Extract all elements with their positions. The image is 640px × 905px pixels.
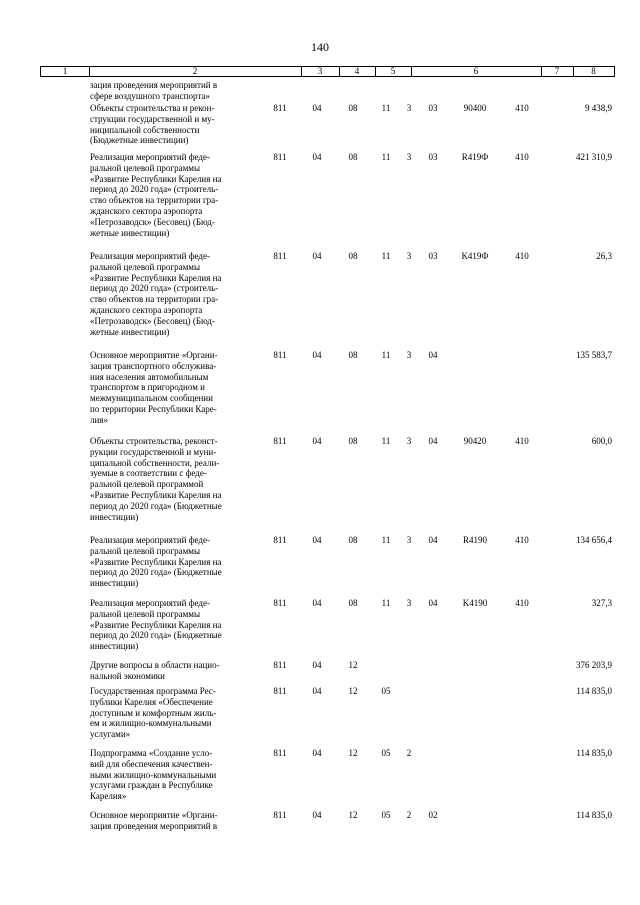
cell-amount: 421 310,9 [576, 152, 612, 162]
cell-amount: 327,3 [591, 598, 612, 608]
cell-col3: 811 [273, 251, 287, 261]
cell-col4: 04 [312, 660, 322, 670]
cell-amount: 114 835,0 [576, 810, 612, 820]
cell-col5: 08 [348, 598, 358, 608]
cell-col3: 811 [273, 686, 287, 696]
header-col-4: 4 [354, 66, 360, 76]
cell-col6-event: 02 [428, 810, 438, 820]
header-col-6: 6 [473, 66, 479, 76]
row-description: Реализация мероприятий феде- ральной целевой программы «Развитие Республики Карелия на период до 2020 года» (строитель- ство объектов на территории гра- жданского сектора аэропорта «Петрозаводск» (Бесовец) (Бюд- жетные инвестиции) [90, 152, 222, 238]
cell-col6-subprogram: 3 [406, 598, 412, 608]
row-description: Подпрограмма «Создание усло- вий для обеспечения качествен- ными жилищно-коммунальными услугами граждан в Республике Карелия» [90, 748, 217, 802]
cell-col3: 811 [273, 350, 287, 360]
cell-col5: 08 [348, 535, 358, 545]
cell-col6-subprogram: 3 [406, 350, 412, 360]
cell-col6-direction: R4190 [462, 535, 487, 545]
cell-col6-direction: K4190 [462, 598, 488, 608]
cell-col4: 04 [312, 251, 322, 261]
cell-col6-event: 04 [428, 350, 438, 360]
cell-col6-event: 04 [428, 535, 438, 545]
cell-col3: 811 [273, 535, 287, 545]
header-col-5: 5 [390, 66, 396, 76]
row-description: Реализация мероприятий феде- ральной целевой программы «Развитие Республики Карелия на период до 2020 года» (Бюджетные инвестиции) [90, 598, 222, 652]
cell-col6-subprogram: 3 [406, 535, 412, 545]
cell-col5: 12 [348, 748, 358, 758]
page-number: 140 [311, 40, 329, 54]
cell-col6-program: 11 [381, 535, 391, 545]
row-description: Другие вопросы в области нацио- нальной экономики [90, 660, 220, 681]
cell-col6-program: 05 [381, 686, 391, 696]
cell-col4: 04 [312, 810, 322, 820]
row-description: Объекты строительства и рекон- струкции государственной и му- ниципальной собственности (Бюджетные инвестиции) [90, 103, 215, 146]
cell-col5: 08 [348, 436, 358, 446]
cell-amount: 9 438,9 [585, 103, 612, 113]
cell-col7: 410 [515, 535, 529, 545]
cell-col3: 811 [273, 152, 287, 162]
cell-col4: 04 [312, 598, 322, 608]
row-description: зация проведения мероприятий в сфере воздушного транспорта» [90, 80, 218, 101]
cell-col6-direction: 90420 [463, 436, 487, 446]
cell-amount: 135 583,7 [576, 350, 612, 360]
cell-col6-program: 05 [381, 810, 391, 820]
cell-col5: 12 [348, 660, 358, 670]
header-col-3: 3 [317, 66, 323, 76]
cell-col4: 04 [312, 436, 322, 446]
row-description: Государственная программа Рес- публики Карелия «Обеспечение доступным и комфортным жиль- ем и жилищно-коммунальными услугами» [90, 686, 217, 740]
cell-col5: 12 [348, 810, 358, 820]
cell-col3: 811 [273, 748, 287, 758]
table-header [40, 66, 615, 77]
cell-col6-subprogram: 2 [406, 748, 412, 758]
row-description: Основное мероприятие «Органи- зация проведения мероприятий в [90, 810, 218, 831]
cell-col6-direction: R419Ф [461, 152, 489, 162]
cell-amount: 26,3 [596, 251, 612, 261]
cell-col5: 08 [348, 103, 358, 113]
cell-col6-subprogram: 3 [406, 152, 412, 162]
cell-col6-event: 04 [428, 436, 438, 446]
cell-col5: 08 [348, 152, 358, 162]
cell-col6-subprogram: 3 [406, 103, 412, 113]
cell-col4: 04 [312, 103, 322, 113]
cell-col3: 811 [273, 660, 287, 670]
cell-col4: 04 [312, 686, 322, 696]
cell-col5: 12 [348, 686, 358, 696]
cell-col5: 08 [348, 350, 358, 360]
cell-col6-event: 04 [428, 598, 438, 608]
cell-col4: 04 [312, 535, 322, 545]
cell-col6-subprogram: 3 [406, 251, 412, 261]
cell-col6-direction: 90400 [463, 103, 487, 113]
header-col-2: 2 [192, 66, 198, 76]
header-col-7: 7 [554, 66, 560, 76]
cell-col6-program: 11 [381, 436, 391, 446]
cell-amount: 114 835,0 [576, 748, 612, 758]
cell-col7: 410 [515, 152, 529, 162]
cell-col3: 811 [273, 436, 287, 446]
row-description: Объекты строительства, реконст- рукции государственной и муни- ципальной собственности, реали- зуемые в соответствии с феде- ральной целевой программой «Развитие Республики Карелия на период до 2020 года» (Бюджетные инвестиции) [90, 436, 222, 522]
cell-col6-event: 03 [428, 251, 438, 261]
cell-col5: 08 [348, 251, 358, 261]
cell-col3: 811 [273, 598, 287, 608]
header-col-1: 1 [62, 66, 68, 76]
cell-col6-direction: K419Ф [461, 251, 489, 261]
cell-col7: 410 [515, 103, 529, 113]
cell-col7: 410 [515, 598, 529, 608]
row-description: Реализация мероприятий феде- ральной целевой программы «Развитие Республики Карелия на период до 2020 года» (строитель- ство объектов на территории гра- жданского сектора аэропорта «Петрозаводск» (Бесовец) (Бюд- жетные инвестиции) [90, 251, 222, 337]
cell-col4: 04 [312, 748, 322, 758]
row-description: Основное мероприятие «Органи- зация транспортного обслужива- ния населения автомобильным транспортом в пригородном и межмуниципальном сообщении по территории Республики Каре- лия» [90, 350, 218, 425]
row-description: Реализация мероприятий феде- ральной целевой программы «Развитие Республики Карелия на период до 2020 года» (Бюджетные инвестиции) [90, 535, 222, 589]
cell-col6-program: 11 [381, 152, 391, 162]
cell-amount: 376 203,9 [576, 660, 612, 670]
cell-col6-program: 05 [381, 748, 391, 758]
cell-col6-program: 11 [381, 350, 391, 360]
cell-col6-event: 03 [428, 152, 438, 162]
cell-col7: 410 [515, 251, 529, 261]
header-col-8: 8 [591, 66, 596, 76]
cell-amount: 114 835,0 [576, 686, 612, 696]
cell-col7: 410 [515, 436, 529, 446]
cell-col6-program: 11 [381, 103, 391, 113]
cell-col6-subprogram: 2 [406, 810, 412, 820]
cell-col6-program: 11 [381, 598, 391, 608]
cell-col6-event: 03 [428, 103, 438, 113]
cell-col4: 04 [312, 350, 322, 360]
cell-col3: 811 [273, 103, 287, 113]
cell-col6-subprogram: 3 [406, 436, 412, 446]
cell-amount: 134 656,4 [576, 535, 612, 545]
cell-amount: 600,0 [591, 436, 612, 446]
cell-col6-program: 11 [381, 251, 391, 261]
cell-col4: 04 [312, 152, 322, 162]
cell-col3: 811 [273, 810, 287, 820]
